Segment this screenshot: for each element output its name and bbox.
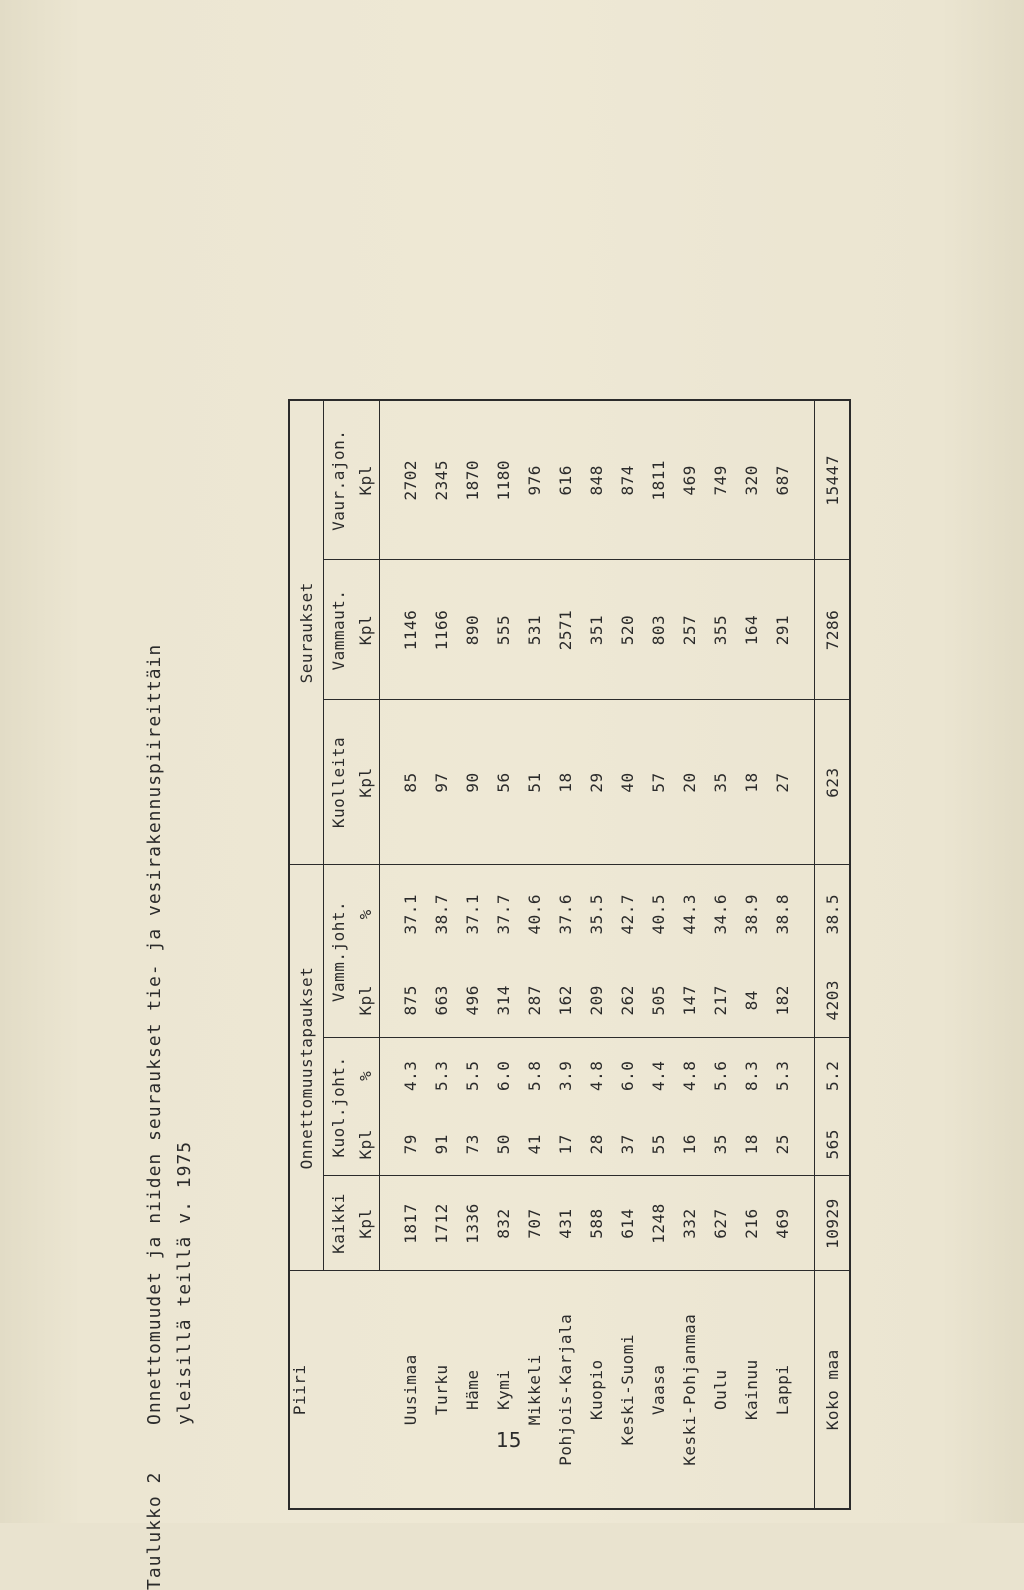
- cell-kuolleita: 51: [519, 700, 550, 865]
- cell-kuol-kpl: 565: [815, 1113, 851, 1176]
- table-label: Taulukko 2: [144, 1471, 165, 1590]
- cell-kuol-kpl: 73: [457, 1113, 488, 1176]
- cell-kuol-pct: 4.4: [649, 1060, 668, 1091]
- cell-vammaut: 2571: [550, 560, 581, 700]
- cell-kuol-kpl: 41: [519, 1113, 550, 1176]
- cell-vamm-kpl: 217: [705, 963, 736, 1038]
- table-row: [519, 400, 550, 1509]
- cell-vaur: 15447: [815, 400, 851, 560]
- table-title-line2: yleisillä teillä v. 1975: [174, 1140, 195, 1425]
- cell-piiri: Pohjois-Karjala: [556, 1313, 575, 1466]
- cell-kuol-pct: 6.0: [494, 1060, 513, 1091]
- cell-vamm-pct: 37.6: [556, 893, 575, 935]
- cell-kaikki: 431: [550, 1176, 581, 1271]
- cell-kuol-kpl: 16: [674, 1113, 705, 1176]
- cell-vamm-pct: 44.3: [680, 893, 699, 935]
- table-row: [426, 400, 457, 1509]
- cell-vamm-pct: 40.5: [649, 893, 668, 935]
- cell-piiri: Kuopio: [587, 1359, 606, 1421]
- header-onnettomuustapaukset: Onnettomuustapaukset: [289, 865, 323, 1271]
- cell-piiri: Vaasa: [649, 1364, 668, 1416]
- cell-vaur: 320: [736, 400, 767, 560]
- cell-kuolleita: 18: [550, 700, 581, 865]
- header-vaur-ajon: Vaur.ajon.: [323, 400, 353, 560]
- cell-vammaut: 1146: [379, 560, 426, 700]
- cell-kaikki: 1248: [643, 1176, 674, 1271]
- cell-piiri: Turku: [432, 1364, 451, 1416]
- cell-vamm-kpl: 262: [612, 963, 643, 1038]
- cell-vammaut: 803: [643, 560, 674, 700]
- header-kaikki: Kaikki: [323, 1176, 353, 1271]
- cell-piiri: Kainuu: [742, 1359, 761, 1421]
- cell-kaikki: 588: [581, 1176, 612, 1271]
- table-row: [643, 400, 674, 1509]
- cell-kaikki: 332: [674, 1176, 705, 1271]
- cell-vamm-pct: 38.8: [773, 893, 792, 935]
- header-vamm-joht: Vamm.joht.: [323, 865, 353, 1038]
- cell-vamm-kpl: 162: [550, 963, 581, 1038]
- header-unit-kpl: Kpl: [353, 700, 379, 865]
- header-unit-kpl: Kpl: [353, 560, 379, 700]
- cell-kuolleita: 18: [736, 700, 767, 865]
- table-footer: [815, 400, 851, 1509]
- table-row: [767, 400, 815, 1509]
- rotated-content: [140, 110, 900, 1590]
- cell-vamm-pct: 37.7: [494, 893, 513, 935]
- cell-vaur: 2702: [379, 400, 426, 560]
- cell-piiri: Koko maa: [815, 1271, 851, 1509]
- cell-kaikki: 216: [736, 1176, 767, 1271]
- header-unit-kpl: Kpl: [353, 400, 379, 560]
- table-row: [379, 400, 426, 1509]
- cell-kuol-kpl: 25: [767, 1113, 815, 1176]
- cell-kuolleita: 97: [426, 700, 457, 865]
- cell-kaikki: 1712: [426, 1176, 457, 1271]
- cell-kuol-pct: 5.2: [815, 1038, 851, 1113]
- cell-kuolleita: 27: [767, 700, 815, 865]
- table-row: [581, 400, 612, 1509]
- cell-vammaut: 351: [581, 560, 612, 700]
- cell-kaikki: 1817: [379, 1176, 426, 1271]
- cell-kuol-pct: 4.8: [587, 1060, 606, 1091]
- cell-kuol-kpl: 35: [705, 1113, 736, 1176]
- cell-kuol-kpl: 18: [736, 1113, 767, 1176]
- cell-vamm-kpl: 314: [488, 963, 519, 1038]
- cell-kuol-pct: 6.0: [618, 1060, 637, 1091]
- cell-vammaut: 355: [705, 560, 736, 700]
- cell-vamm-kpl: 505: [643, 963, 674, 1038]
- table-row-total: [815, 400, 851, 1509]
- cell-kuol-pct: 5.8: [525, 1060, 544, 1091]
- header-kuol-joht: Kuol.joht.: [323, 1038, 353, 1176]
- table-body: [379, 400, 815, 1509]
- cell-vamm-kpl: 182: [767, 963, 815, 1038]
- cell-vaur: 2345: [426, 400, 457, 560]
- cell-kuol-kpl: 79: [379, 1113, 426, 1176]
- cell-vamm-kpl: 875: [379, 963, 426, 1038]
- cell-kuolleita: 29: [581, 700, 612, 865]
- header-kuolleita: Kuolleita: [323, 700, 353, 865]
- table-row: [736, 400, 767, 1509]
- cell-vamm-pct: 42.7: [618, 893, 637, 935]
- cell-vaur: 749: [705, 400, 736, 560]
- cell-piiri: Keski-Pohjanmaa: [680, 1313, 699, 1466]
- cell-vammaut: 291: [767, 560, 815, 700]
- cell-kuol-pct: 5.5: [463, 1060, 482, 1091]
- cell-vammaut: 531: [519, 560, 550, 700]
- cell-vamm-kpl: 496: [457, 963, 488, 1038]
- cell-piiri: Oulu: [711, 1369, 730, 1411]
- cell-kaikki: 614: [612, 1176, 643, 1271]
- cell-vamm-pct: 40.6: [525, 893, 544, 935]
- cell-vamm-pct: 38.7: [432, 893, 451, 935]
- cell-vamm-pct: 38.5: [815, 865, 851, 963]
- table-title-line1: Onnettomuudet ja niiden seuraukset tie- ja vesirakennuspiireittäin: [144, 643, 165, 1425]
- cell-kuol-pct: 5.6: [711, 1060, 730, 1091]
- cell-vamm-pct: 35.5: [587, 893, 606, 935]
- cell-kuolleita: 57: [643, 700, 674, 865]
- cell-vamm-pct: 38.9: [742, 893, 761, 935]
- table-row: [457, 400, 488, 1509]
- cell-kuolleita: 56: [488, 700, 519, 865]
- header-piiri: Piiri: [290, 1364, 309, 1416]
- table-row: [612, 400, 643, 1509]
- cell-kaikki: 1336: [457, 1176, 488, 1271]
- cell-vammaut: 7286: [815, 560, 851, 700]
- cell-kuol-kpl: 55: [643, 1113, 674, 1176]
- header-unit-pct: %: [353, 865, 379, 963]
- cell-vammaut: 257: [674, 560, 705, 700]
- cell-vamm-kpl: 663: [426, 963, 457, 1038]
- cell-kuol-pct: 5.3: [432, 1060, 451, 1091]
- cell-vammaut: 1166: [426, 560, 457, 700]
- cell-kaikki: 832: [488, 1176, 519, 1271]
- cell-kuol-pct: 5.3: [773, 1060, 792, 1091]
- cell-kuol-kpl: 50: [488, 1113, 519, 1176]
- table-row: [550, 400, 581, 1509]
- cell-vamm-kpl: 4203: [815, 963, 851, 1038]
- table-row: [705, 400, 736, 1509]
- cell-vamm-kpl: 84: [736, 963, 767, 1038]
- cell-kuolleita: 85: [379, 700, 426, 865]
- cell-piiri: Keski-Suomi: [618, 1334, 637, 1446]
- cell-kuol-kpl: 17: [550, 1113, 581, 1176]
- cell-vaur: 848: [581, 400, 612, 560]
- cell-kaikki: 627: [705, 1176, 736, 1271]
- cell-vamm-pct: 37.1: [463, 893, 482, 935]
- cell-vamm-kpl: 209: [581, 963, 612, 1038]
- cell-kuol-kpl: 28: [581, 1113, 612, 1176]
- table-header: [289, 400, 379, 1509]
- accident-table: [288, 399, 851, 1510]
- cell-kuolleita: 35: [705, 700, 736, 865]
- cell-vammaut: 890: [457, 560, 488, 700]
- cell-kuol-kpl: 91: [426, 1113, 457, 1176]
- cell-piiri: Mikkeli: [525, 1354, 544, 1426]
- cell-kaikki: 707: [519, 1176, 550, 1271]
- cell-vamm-kpl: 147: [674, 963, 705, 1038]
- cell-kaikki: 10929: [815, 1176, 851, 1271]
- cell-vamm-pct: 37.1: [401, 893, 421, 935]
- header-unit-kpl: Kpl: [353, 1113, 379, 1176]
- cell-piiri: Kymi: [494, 1369, 513, 1411]
- cell-kuolleita: 40: [612, 700, 643, 865]
- cell-vaur: 687: [767, 400, 815, 560]
- header-seuraukset: Seuraukset: [289, 400, 323, 865]
- cell-vaur: 1870: [457, 400, 488, 560]
- header-unit-kpl: Kpl: [353, 963, 379, 1038]
- cell-kuol-pct: 3.9: [556, 1060, 575, 1091]
- header-unit-pct: %: [353, 1038, 379, 1113]
- cell-piiri: Häme: [463, 1369, 482, 1411]
- header-vammaut: Vammaut.: [323, 560, 353, 700]
- cell-kuolleita: 20: [674, 700, 705, 865]
- cell-kuol-pct: 8.3: [742, 1060, 761, 1091]
- cell-vaur: 1811: [643, 400, 674, 560]
- cell-vaur: 616: [550, 400, 581, 560]
- cell-piiri: Uusimaa: [401, 1354, 420, 1426]
- cell-kuol-pct: 4.8: [680, 1060, 699, 1091]
- cell-vamm-kpl: 287: [519, 963, 550, 1038]
- table-row: [488, 400, 519, 1509]
- cell-vaur: 1180: [488, 400, 519, 560]
- cell-vammaut: 520: [612, 560, 643, 700]
- cell-vammaut: 164: [736, 560, 767, 700]
- cell-kuol-pct: 4.3: [401, 1060, 421, 1091]
- cell-piiri: Lappi: [773, 1364, 792, 1416]
- header-unit-kpl: Kpl: [353, 1176, 379, 1271]
- table-row: [674, 400, 705, 1509]
- cell-vammaut: 555: [488, 560, 519, 700]
- cell-vaur: 874: [612, 400, 643, 560]
- cell-vamm-pct: 34.6: [711, 893, 730, 935]
- page-number: 15: [496, 1428, 522, 1452]
- cell-kaikki: 469: [767, 1176, 815, 1271]
- cell-kuolleita: 90: [457, 700, 488, 865]
- cell-kuolleita: 623: [815, 700, 851, 865]
- cell-kuol-kpl: 37: [612, 1113, 643, 1176]
- cell-vaur: 469: [674, 400, 705, 560]
- cell-vaur: 976: [519, 400, 550, 560]
